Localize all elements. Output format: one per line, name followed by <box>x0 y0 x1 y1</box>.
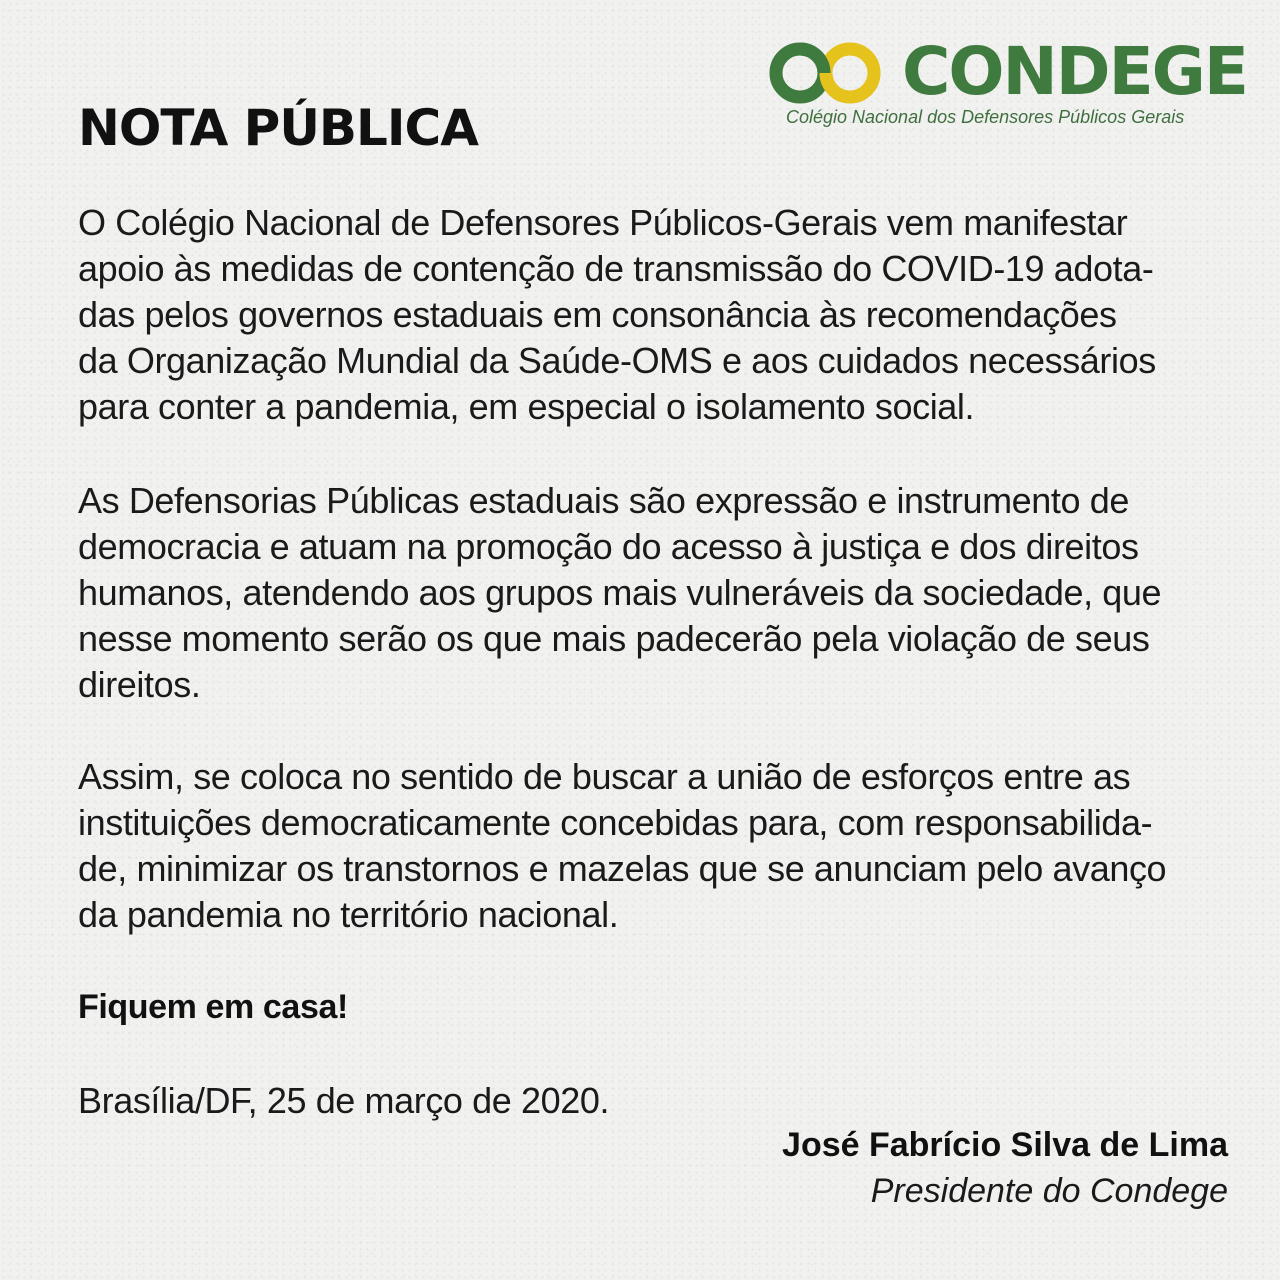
paragraph-3 <box>78 754 1238 938</box>
interlocked-rings-icon <box>762 38 892 108</box>
paragraph-2 <box>78 478 1238 708</box>
paragraph-line: nesse momento serão os que mais padecerão pela violação de seus <box>78 618 1150 659</box>
slogan: Fiquem em casa! <box>78 988 348 1026</box>
paragraph-line: de, minimizar os transtornos e mazelas que se anunciam pelo avanço <box>78 848 1167 889</box>
condege-logo <box>762 33 1247 134</box>
paragraph-line: O Colégio Nacional de Defensores Públicos-Gerais vem manifestar <box>78 202 1128 243</box>
paragraph-line: democracia e atuam na promoção do acesso à justiça e dos direitos <box>78 526 1139 567</box>
paragraph-line: apoio às medidas de contenção de transmissão do COVID-19 adota- <box>78 248 1154 289</box>
paragraph-line: humanos, atendendo aos grupos mais vulneráveis da sociedade, que <box>78 572 1162 613</box>
paragraph-line: das pelos governos estaduais em consonância às recomendações <box>78 294 1117 335</box>
paragraph-line: As Defensorias Públicas estaduais são expressão e instrumento de <box>78 480 1129 521</box>
paragraph-line: da pandemia no território nacional. <box>78 894 619 935</box>
logo-wordmark: CONDEGE <box>902 33 1247 110</box>
page-title: NOTA PÚBLICA <box>78 99 478 157</box>
paragraph-line: para conter a pandemia, em especial o isolamento social. <box>78 386 975 427</box>
signature-name: José Fabrício Silva de Lima <box>782 1126 1228 1164</box>
paragraph-line: da Organização Mundial da Saúde-OMS e aos cuidados necessários <box>78 340 1156 381</box>
logo-subtitle: Colégio Nacional dos Defensores Públicos Gerais <box>786 107 1185 127</box>
signature-role: Presidente do Condege <box>870 1172 1228 1210</box>
paragraph-line: instituições democraticamente concebidas para, com responsabilida- <box>78 802 1153 843</box>
paragraph-line: Assim, se coloca no sentido de buscar a união de esforços entre as <box>78 756 1131 797</box>
paragraph-1 <box>78 200 1238 430</box>
place-date: Brasília/DF, 25 de março de 2020. <box>78 1080 610 1121</box>
paragraph-line: direitos. <box>78 664 201 705</box>
